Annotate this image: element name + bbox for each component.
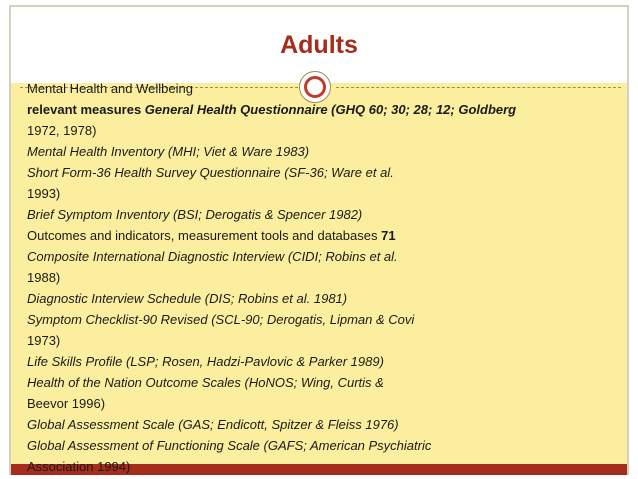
frame-top-border (9, 5, 629, 7)
text-span: Short Form-36 Health Survey Questionnaire (SF-36; Ware et al. (27, 165, 394, 180)
text-span: Life Skills Profile (LSP; Rosen, Hadzi-Pavlovic & Parker 1989) (27, 354, 384, 369)
text-span: Global Assessment Scale (GAS; Endicott, Spitzer & Fleiss 1976) (27, 417, 399, 432)
text-span: Beevor 1996) (27, 396, 106, 411)
text-line (27, 309, 617, 330)
text-line (27, 330, 617, 351)
text-span: Mental Health Inventory (MHI; Viet & Ware 1983) (27, 144, 310, 159)
text-line (27, 393, 617, 414)
frame-right-border (627, 5, 629, 475)
text-line (27, 456, 617, 477)
text-line (27, 204, 617, 225)
text-line (27, 414, 617, 435)
text-span-bold-italic: General Health Questionnaire (GHQ 60; 30; 28; 12; Goldberg (144, 102, 517, 117)
text-span: Diagnostic Interview Schedule (DIS; Robins et al. 1981) (27, 291, 348, 306)
text-span: 1993) (27, 186, 61, 201)
text-line (27, 162, 617, 183)
text-span: Global Assessment of Functioning Scale (GAFS; American Psychiatric (27, 438, 432, 453)
text-line (27, 351, 617, 372)
text-span: 1988) (27, 270, 61, 285)
text-line (27, 99, 617, 120)
text-line (27, 183, 617, 204)
page-number: 71 (381, 228, 396, 243)
text-span: Outcomes and indicators, measurement tools and databases (27, 228, 382, 243)
content-text-block (27, 78, 617, 477)
text-span: 1972, 1978) (27, 123, 97, 138)
text-span-bold: relevant measures (27, 102, 145, 117)
text-span: Composite International Diagnostic Interview (CIDI; Robins et al. (27, 249, 398, 264)
text-span: Symptom Checklist-90 Revised (SCL-90; Derogatis, Lipman & Covi (27, 312, 415, 327)
text-line (27, 372, 617, 393)
text-span: 1973) (27, 333, 61, 348)
text-span: Association 1994) (27, 459, 131, 474)
text-line (27, 225, 617, 246)
text-line (27, 435, 617, 456)
text-line (27, 78, 617, 99)
text-line (27, 288, 617, 309)
text-span: Health of the Nation Outcome Scales (HoNOS; Wing, Curtis & (27, 375, 384, 390)
text-line (27, 246, 617, 267)
text-line (27, 141, 617, 162)
text-line (27, 120, 617, 141)
text-span: Mental Health and Wellbeing (27, 81, 193, 96)
text-span: Brief Symptom Inventory (BSI; Derogatis & Spencer 1982) (27, 207, 363, 222)
slide-title: Adults (280, 31, 358, 59)
text-line (27, 267, 617, 288)
